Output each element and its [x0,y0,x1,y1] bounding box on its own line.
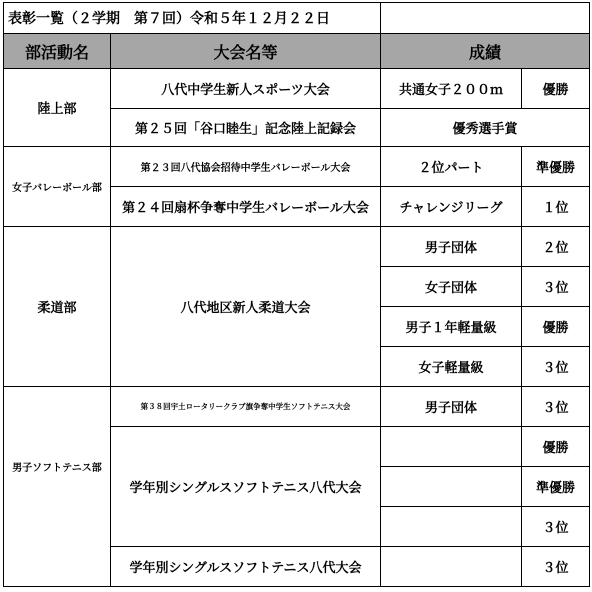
header-tournament: 大会名等 [111,34,381,69]
award-table [3,2,590,587]
result-cell: 優勝 [522,307,590,347]
result-cell: 優勝 [522,69,590,109]
result-cell: ３位 [522,387,590,427]
result-cell: 優勝 [522,427,590,467]
category-cell [381,467,522,507]
tournament-name: 八代中学生新人スポーツ大会 [111,69,381,109]
tournament-name: 学年別シングルスソフトテニス八代大会 [111,547,381,587]
result-cell: 優秀選手賞 [381,109,590,147]
header-result: 成績 [381,34,590,69]
tournament-name: 第３８回宇土ロータリークラブ旗争奪中学生ソフトテニス大会 [111,387,381,427]
title-row [4,3,590,34]
result-cell: ３位 [522,547,590,587]
category-cell: 女子軽量級 [381,347,522,387]
table-row [4,147,590,187]
table-row [4,387,590,427]
category-cell: 男子１年軽量級 [381,307,522,347]
tournament-name: 第２４回扇杯争奪中学生バレーボール大会 [111,187,381,227]
category-cell [381,547,522,587]
table-row [4,227,590,267]
tournament-name: 第２５回「谷口睦生」記念陸上記録会 [111,109,381,147]
category-cell: ２位パート [381,147,522,187]
header-row [4,34,590,69]
club-name: 陸上部 [4,69,111,147]
club-name: 男子ソフトテニス部 [4,387,111,547]
result-cell: ３位 [522,507,590,547]
club-name-continued [4,547,111,587]
title-blank-cell [381,3,590,34]
club-name: 女子バレーボール部 [4,147,111,227]
header-club: 部活動名 [4,34,111,69]
result-cell: 準優勝 [522,147,590,187]
tournament-name: 第２３回八代協会招待中学生バレーボール大会 [111,147,381,187]
category-cell: 男子団体 [381,387,522,427]
category-cell [381,427,522,467]
club-name: 柔道部 [4,227,111,387]
tournament-name: 学年別シングルスソフトテニス八代大会 [111,427,381,547]
page-title: 表彰一覧（２学期 第７回）令和５年１２月２２日 [4,3,381,34]
category-cell: 男子団体 [381,227,522,267]
category-cell [381,507,522,547]
table-row [4,69,590,109]
category-cell: 女子団体 [381,267,522,307]
category-cell: 共通女子２００ｍ [381,69,522,109]
table-row [4,547,590,587]
tournament-name: 八代地区新人柔道大会 [111,227,381,387]
result-cell: １位 [522,187,590,227]
result-cell: ３位 [522,267,590,307]
result-cell: ３位 [522,347,590,387]
result-cell: ２位 [522,227,590,267]
category-cell: チャレンジリーグ [381,187,522,227]
result-cell: 準優勝 [522,467,590,507]
